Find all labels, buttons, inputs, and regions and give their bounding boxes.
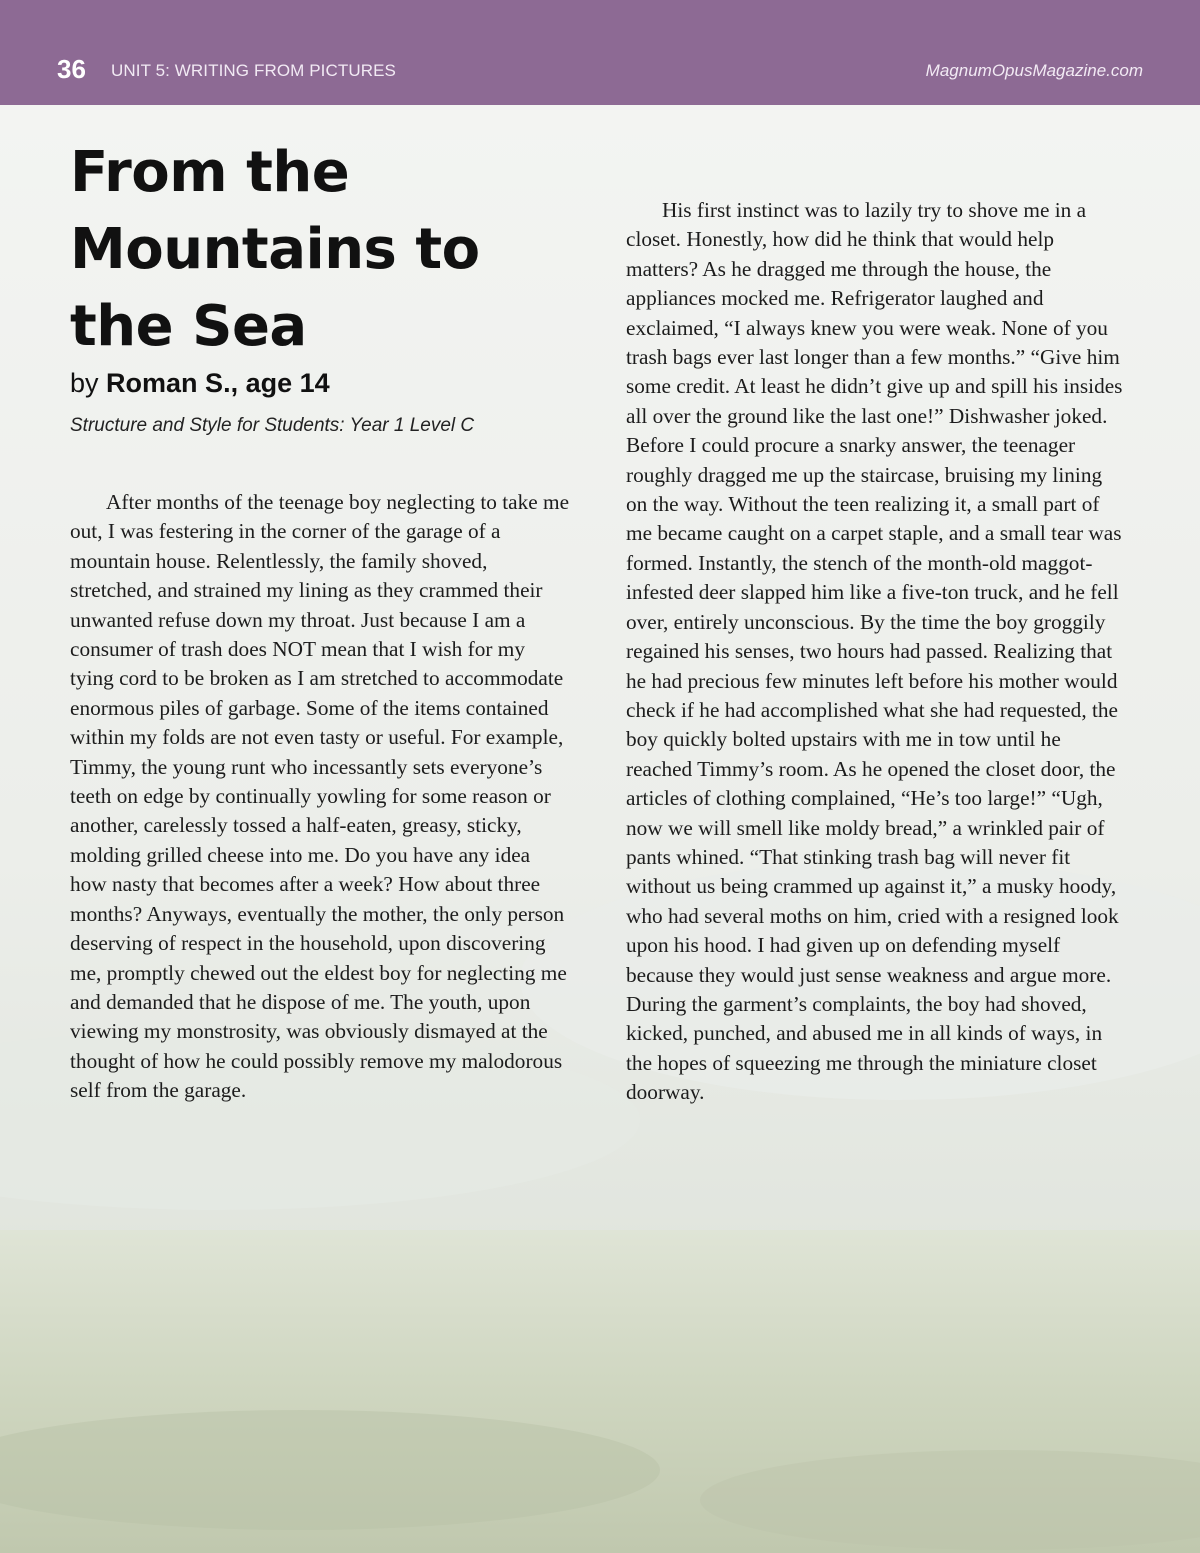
article-title: From the Mountains to the Sea [70, 140, 480, 359]
website-link[interactable]: MagnumOpusMagazine.com [925, 61, 1143, 80]
paragraph-2: His first instinct was to lazily try to shove me in a closet. Honestly, how did he think that would help matters? As he dragged me through the house, the appliances mocked me. Refrigerator laughed and exclaimed, “I always knew you were weak. None of you trash bags ever last longer than a few months.” “Give him some credit. At least he didn’t give up and spill his insides all over the ground like the last one!” Dishwasher joked. Before I could procure a snarky answer, the teenager roughly dragged me up the staircase, bruising my lining on the way. Without the teen realizing it, a small part of me became caught on a carpet staple, and a small tear was formed. Instantly, the stench of the month-old maggot-infested deer slapped him like a five-ton truck, and he fell over, entirely unconscious. By the time the boy groggily regained his senses, two hours had passed. Realizing that he had precious few minutes left before his mother would check if he had accomplished what she had requested, the boy quickly bolted upstairs with me in tow until he reached Timmy’s room. As he opened the closet door, the articles of clothing complained, “He’s too large!” “Ugh, now we will smell like moldy bread,” a wrinkled pair of pants whined. “That stinking trash bag will never fit without us being crammed up against it,” a musky hoody, who had several moths on him, cried with a resigned look upon his hood. I had given up on defending myself because they would just sense weakness and argue more. During the garment’s complaints, the boy had shoved, kicked, punched, and abused me in all kinds of ways, in the hopes of squeezing me through the miniature closet doorway. [626, 198, 1123, 1105]
paragraph-1: After months of the teenage boy neglecting to take me out, I was festering in the corner of the garage of a mountain house. Relentlessly, the family shoved, stretched, and strained my lining as they crammed their unwanted refuse down my throat. Just because I am a consumer of trash does NOT mean that I wish for my tying cord to be broken as I am stretched to accommodate enormous piles of garbage. Some of the items contained within my folds are not even tasty or useful. For example, Timmy, the young runt who incessantly sets everyone’s teeth on edge by continually yowling for some reason or another, carelessly tossed a half-eaten, greasy, sticky, molding grilled cheese into me. Do you have any idea how nasty that becomes after a week? How about three months? Anyways, eventually the mother, the only person deserving of respect in the household, upon discovering me, promptly chewed out the eldest boy for neglecting me and demanded that he dispose of me. The youth, upon viewing my monstrosity, was obviously dismayed at the thought of how he could possibly remove my malodorous self from the garage. [70, 490, 570, 1103]
page-header [0, 0, 1200, 105]
source-note: Structure and Style for Students: Year 1 Level C [70, 415, 475, 436]
byline [70, 366, 330, 400]
author-name: Roman S., age 14 [106, 368, 330, 398]
unit-label: UNIT 5: WRITING FROM PICTURES [111, 61, 396, 80]
byline-prefix: by [70, 368, 99, 398]
page-number: 36 [57, 54, 86, 84]
